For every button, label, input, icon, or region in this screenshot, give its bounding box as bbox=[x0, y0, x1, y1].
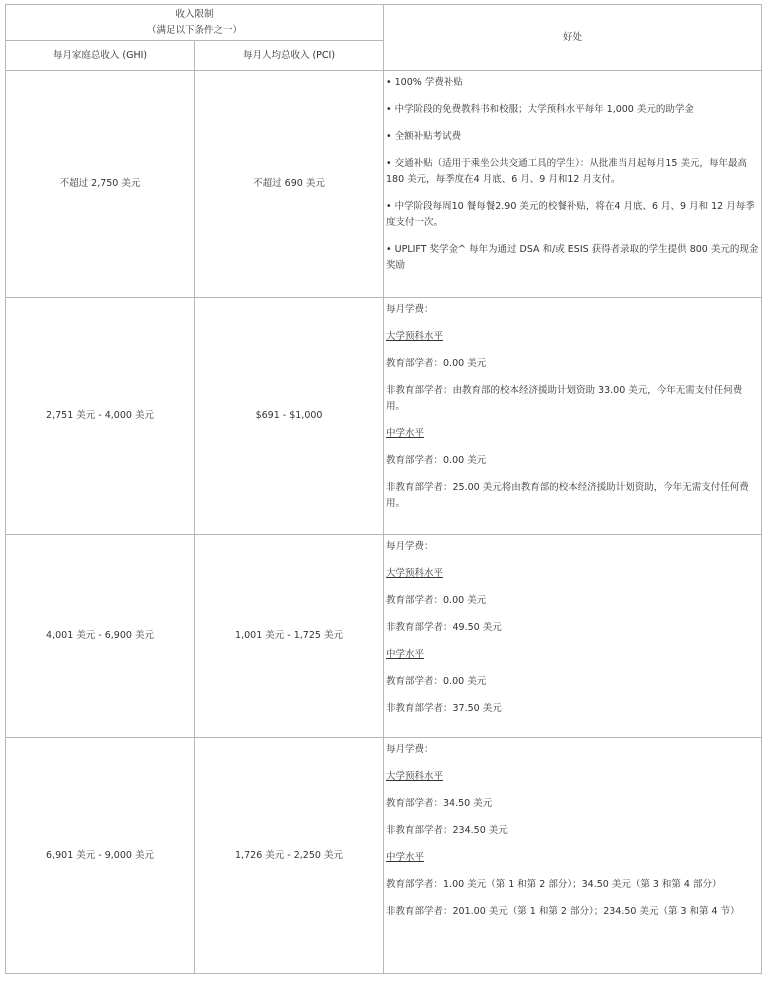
benefit-item: • 全额补贴考试费 bbox=[386, 131, 462, 142]
secondary-moe-fee: 教育部学者：0.00 美元 bbox=[386, 676, 487, 687]
ghi-cell: 6,901 美元 - 9,000 美元 bbox=[6, 738, 195, 974]
secondary-moe-fee: 教育部学者：0.00 美元 bbox=[386, 455, 487, 466]
table-row bbox=[6, 738, 762, 974]
benefits-cell bbox=[384, 71, 762, 298]
ghi-cell: 2,751 美元 - 4,000 美元 bbox=[6, 298, 195, 535]
income-limit-title: 收入限制 bbox=[175, 8, 214, 20]
benefit-item: • 100% 学费补贴 bbox=[386, 77, 463, 88]
benefits-header: 好处 bbox=[384, 5, 762, 71]
pci-cell: 1,726 美元 - 2,250 美元 bbox=[195, 738, 384, 974]
table-row bbox=[6, 71, 762, 298]
benefit-item: • 中学阶段每周10 餐每餐2.90 美元的校餐补贴，将在4 月底、6 月、9 月和 12 月每季度支付一次。 bbox=[386, 201, 755, 228]
pci-cell: 1,001 美元 - 1,725 美元 bbox=[195, 535, 384, 738]
pre-university-moe-fee: 教育部学者：0.00 美元 bbox=[386, 595, 487, 606]
table-row bbox=[6, 298, 762, 535]
pci-header: 每月人均总收入 (PCI) bbox=[195, 41, 384, 71]
ghi-cell: 不超过 2,750 美元 bbox=[6, 71, 195, 298]
benefits-cell bbox=[384, 535, 762, 738]
pre-university-non-moe-fee: 非教育部学者：234.50 美元 bbox=[386, 825, 508, 836]
secondary-heading: 中学水平 bbox=[386, 649, 425, 660]
income-limit-header bbox=[6, 5, 384, 41]
ghi-cell: 4,001 美元 - 6,900 美元 bbox=[6, 535, 195, 738]
secondary-non-moe-fee: 非教育部学者：37.50 美元 bbox=[386, 703, 502, 714]
monthly-fee-label: 每月学费： bbox=[386, 744, 434, 755]
benefit-item: • 中学阶段的免费教科书和校服；大学预科水平每年 1,000 美元的助学金 bbox=[386, 104, 694, 115]
benefit-item: • 交通补贴（适用于乘坐公共交通工具的学生）：从批准当月起每月15 美元，每年最高180 美元，每季度在4 月底、6 月、9 月和12 月支付。 bbox=[386, 158, 747, 185]
secondary-heading: 中学水平 bbox=[386, 852, 425, 863]
income-limit-condition: （满足以下条件之一） bbox=[147, 24, 243, 36]
benefit-item: • UPLIFT 奖学金^ 每年为通过 DSA 和/或 ESIS 获得者录取的学生提供 800 美元的现金奖励 bbox=[386, 244, 759, 271]
pci-cell: 不超过 690 美元 bbox=[195, 71, 384, 298]
secondary-non-moe-fee: 非教育部学者：25.00 美元将由教育部的校本经济援助计划资助，今年无需支付任何费用。 bbox=[386, 482, 749, 509]
pre-university-heading: 大学预科水平 bbox=[386, 568, 444, 579]
table-row bbox=[6, 535, 762, 738]
secondary-moe-fee: 教育部学者：1.00 美元（第 1 和第 2 部分）；34.50 美元（第 3 和第 4 部分） bbox=[386, 879, 722, 890]
pre-university-non-moe-fee: 非教育部学者：由教育部的校本经济援助计划资助 33.00 美元，今年无需支付任何费用。 bbox=[386, 385, 743, 412]
secondary-heading: 中学水平 bbox=[386, 428, 425, 439]
pre-university-heading: 大学预科水平 bbox=[386, 331, 444, 342]
pre-university-heading: 大学预科水平 bbox=[386, 771, 444, 782]
pre-university-moe-fee: 教育部学者：34.50 美元 bbox=[386, 798, 493, 809]
pre-university-non-moe-fee: 非教育部学者：49.50 美元 bbox=[386, 622, 502, 633]
benefits-cell bbox=[384, 738, 762, 974]
ghi-header: 每月家庭总收入 (GHI) bbox=[6, 41, 195, 71]
benefits-cell bbox=[384, 298, 762, 535]
pre-university-moe-fee: 教育部学者：0.00 美元 bbox=[386, 358, 487, 369]
pci-cell: $691 - $1,000 bbox=[195, 298, 384, 535]
financial-assistance-table bbox=[5, 4, 762, 974]
secondary-non-moe-fee: 非教育部学者：201.00 美元（第 1 和第 2 部分）；234.50 美元（第 3 和第 4 节） bbox=[386, 906, 740, 917]
monthly-fee-label: 每月学费： bbox=[386, 304, 434, 315]
monthly-fee-label: 每月学费： bbox=[386, 541, 434, 552]
